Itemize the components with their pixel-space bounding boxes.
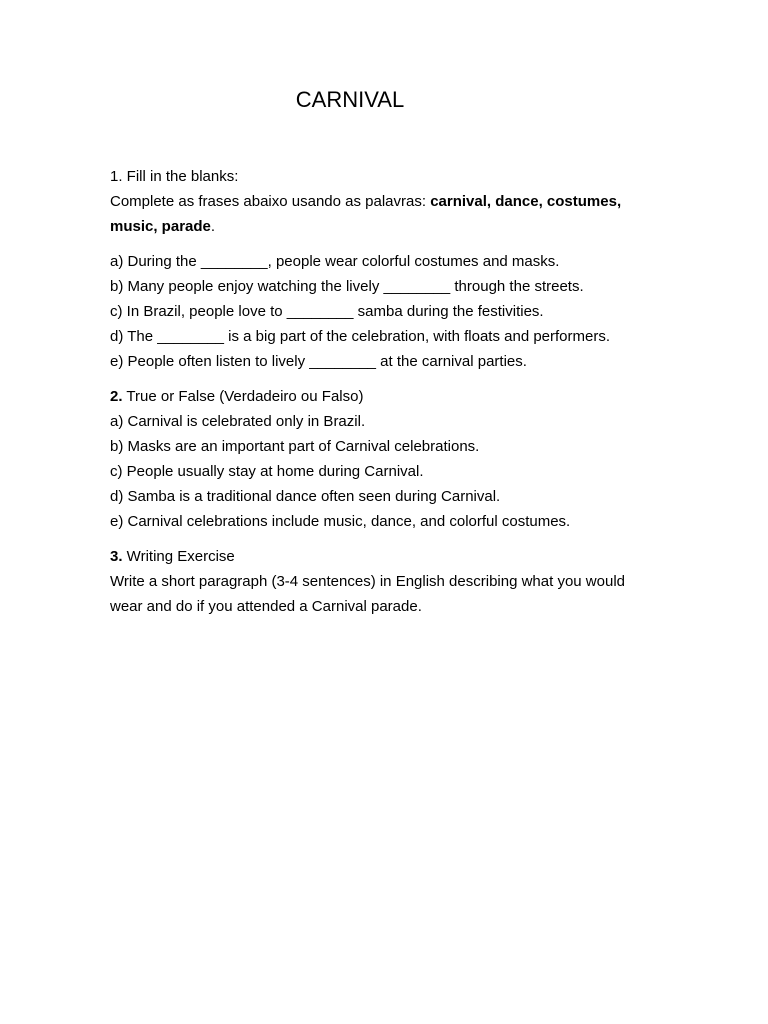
section-2-title: True or False (Verdadeiro ou Falso) bbox=[122, 388, 364, 405]
section-1-heading: 1. Fill in the blanks: bbox=[110, 168, 239, 185]
worksheet-content bbox=[110, 164, 655, 619]
section-fill-blanks bbox=[110, 164, 655, 374]
writing-exercise-prompt: Write a short paragraph (3-4 sentences) in English describing what you would wear and do if you attended a Carnival parade. bbox=[110, 573, 625, 615]
true-false-item: a) Carnival is celebrated only in Brazil. bbox=[110, 413, 366, 430]
true-false-item: e) Carnival celebrations include music, dance, and colorful costumes. bbox=[110, 513, 571, 530]
true-false-item: b) Masks are an important part of Carnival celebrations. bbox=[110, 438, 480, 455]
fill-blank-item: b) Many people enjoy watching the lively ________ through the streets. bbox=[110, 278, 584, 295]
true-false-item: c) People usually stay at home during Carnival. bbox=[110, 463, 424, 480]
section-2-number: 2. bbox=[110, 388, 123, 405]
section-3-title: Writing Exercise bbox=[122, 548, 235, 565]
fill-blank-item: e) People often listen to lively ________ at the carnival parties. bbox=[110, 353, 527, 370]
section-true-false bbox=[110, 384, 655, 534]
fill-blank-item: c) In Brazil, people love to ________ samba during the festivities. bbox=[110, 303, 544, 320]
page-title: CARNIVAL bbox=[295, 87, 405, 112]
section-3-number: 3. bbox=[110, 548, 123, 565]
true-false-item: d) Samba is a traditional dance often seen during Carnival. bbox=[110, 488, 501, 505]
section-1-instruction bbox=[110, 189, 655, 239]
fill-blank-item: d) The ________ is a big part of the celebration, with floats and performers. bbox=[110, 328, 611, 345]
instruction-words: carnival, dance, costumes, music, parade bbox=[110, 193, 622, 235]
section-2-heading bbox=[110, 384, 655, 409]
section-3-heading bbox=[110, 544, 655, 569]
fill-blank-item: a) During the ________, people wear colorful costumes and masks. bbox=[110, 253, 560, 270]
section-writing-exercise bbox=[110, 544, 655, 619]
instruction-prefix: Complete as frases abaixo usando as palavras: bbox=[110, 193, 431, 210]
instruction-suffix: . bbox=[210, 218, 216, 235]
